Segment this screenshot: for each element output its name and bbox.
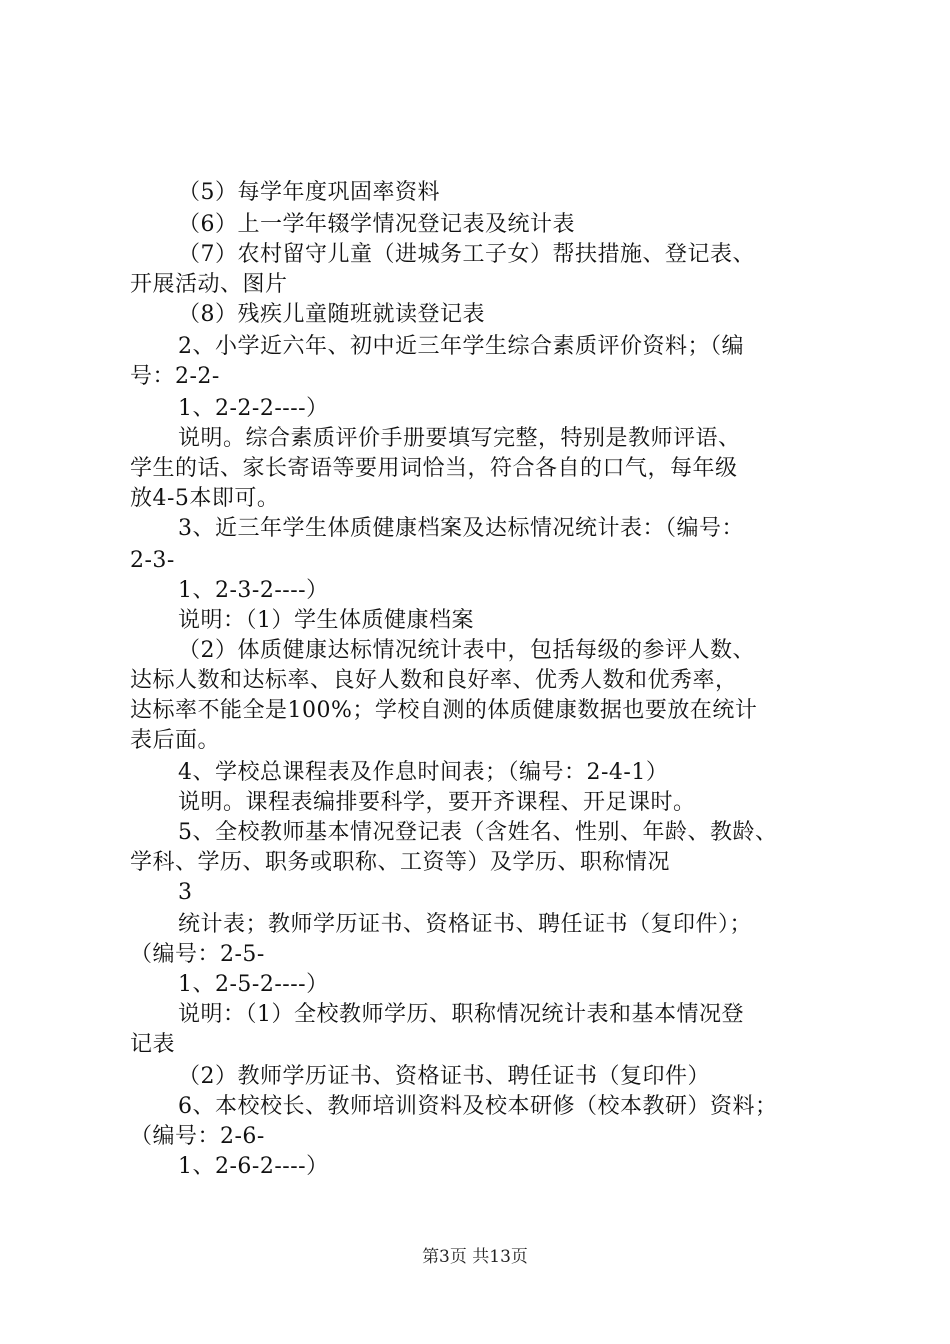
text-line: 1、2-6-2----） (178, 1154, 329, 1179)
text-line: 表后面。 (130, 728, 221, 753)
text-line: 1、2-3-2----） (178, 578, 329, 603)
text-line: 学科、学历、职务或职称、工资等）及学历、职称情况 (130, 850, 671, 875)
text-line: 说明：（1）全校教师学历、职称情况统计表和基本情况登 (178, 1002, 744, 1027)
text-line: （2）体质健康达标情况统计表中，包括每级的参评人数、 (178, 638, 755, 663)
text-line: （5）每学年度巩固率资料 (178, 180, 440, 205)
text-line: 统计表；教师学历证书、资格证书、聘任证书（复印件）； (178, 912, 753, 937)
text-line: 6、本校校长、教师培训资料及校本研修（校本教研）资料； (178, 1094, 778, 1119)
text-line: 3 (178, 880, 193, 905)
text-line: （编号：2-6- (130, 1124, 265, 1149)
text-line: 说明。综合素质评价手册要填写完整，特别是教师评语、 (178, 426, 741, 451)
text-line: 4、学校总课程表及作息时间表；（编号：2-4-1） (178, 760, 669, 785)
text-line: 2、小学近六年、初中近三年学生综合素质评价资料；（编 (178, 334, 744, 359)
page-number-footer: 第3页 共13页 (422, 1247, 528, 1267)
text-line: 3、近三年学生体质健康档案及达标情况统计表：（编号： (178, 516, 744, 541)
text-line: 2-3- (130, 548, 175, 573)
text-line: 放4-5本即可。 (130, 486, 280, 511)
text-line: 记表 (130, 1032, 176, 1057)
text-line: 1、2-2-2----） (178, 396, 329, 421)
text-line: （2）教师学历证书、资格证书、聘任证书（复印件） (178, 1064, 710, 1089)
text-line: （7）农村留守儿童（进城务工子女）帮扶措施、登记表、 (178, 242, 755, 267)
text-line: 说明。课程表编排要科学，要开齐课程、开足课时。 (178, 790, 696, 815)
text-line: （编号：2-5- (130, 942, 265, 967)
text-line: 开展活动、图片 (130, 272, 288, 297)
text-line: （8）残疾儿童随班就读登记表 (178, 302, 485, 327)
text-line: 1、2-5-2----） (178, 972, 329, 997)
text-line: 号：2-2- (130, 364, 220, 389)
text-line: 达标率不能全是100%；学校自测的体质健康数据也要放在统计 (130, 698, 758, 723)
text-line: 学生的话、家长寄语等要用词恰当，符合各自的口气，每年级 (130, 456, 738, 481)
text-line: 5、全校教师基本情况登记表（含姓名、性别、年龄、教龄、 (178, 820, 778, 845)
text-line: 说明：（1）学生体质健康档案 (178, 608, 474, 633)
text-line: 达标人数和达标率、良好人数和良好率、优秀人数和优秀率， (130, 668, 738, 693)
text-line: （6）上一学年辍学情况登记表及统计表 (178, 212, 575, 237)
